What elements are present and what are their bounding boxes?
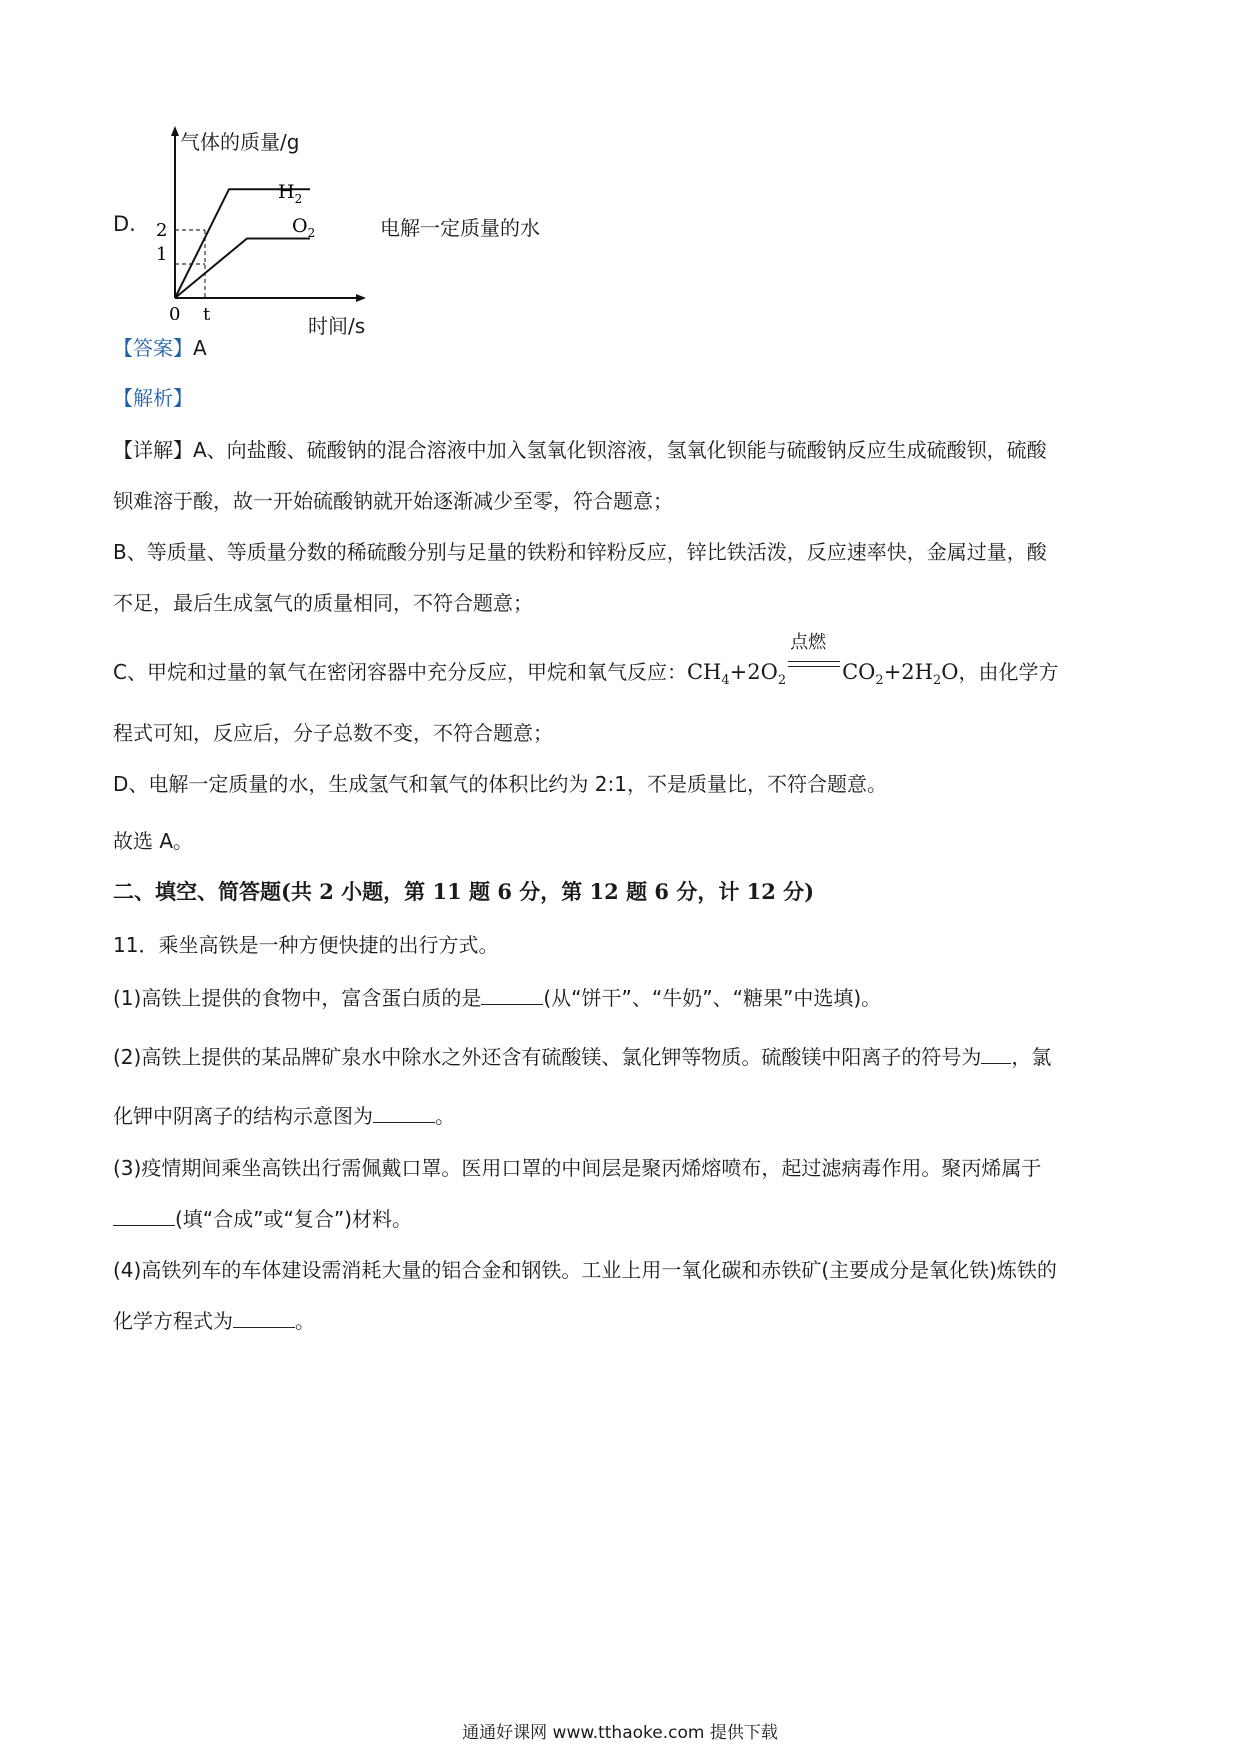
detail-a-text1: A、向盐酸、硫酸钠的混合溶液中加入氢氧化钡溶液，氢氧化钡能与硫酸钠反应生成硫酸钡，硫酸 xyxy=(193,438,1047,462)
q11-blank-2[interactable] xyxy=(981,1045,1011,1064)
conclusion-line: 故选 A。 xyxy=(113,829,194,853)
detail-d-line: D、电解一定质量的水，生成氢气和氧气的体积比约为 2:1，不是质量比，不符合题意。 xyxy=(113,772,887,796)
q11-blank-5[interactable] xyxy=(233,1309,295,1328)
q11-blank-3[interactable] xyxy=(373,1104,435,1123)
electrolysis-chart xyxy=(150,120,380,320)
q11-blank-1[interactable] xyxy=(481,986,543,1005)
q11-part3-line2: (填“合成”或“复合”)材料。 xyxy=(113,1207,412,1231)
q11-part2-line1: (2)高铁上提供的某品牌矿泉水中除水之外还含有硫酸镁、氯化钾等物质。硫酸镁中阳离子的符号为 ，氯 xyxy=(113,1045,1052,1069)
q11-part2-line2: 化钾中阴离子的结构示意图为 。 xyxy=(113,1104,455,1128)
detail-c-line1 xyxy=(113,632,1059,693)
chart-caption: 电解一定质量的水 xyxy=(380,216,540,240)
y-tick-1: 1 xyxy=(156,244,168,265)
combustion-equation: $CH_4+2O_2$ 点燃 $CO_2+2H_2O$ xyxy=(686,632,959,689)
series-h2-label: $H_2$ xyxy=(278,181,303,206)
answer-tag: 【答案】 xyxy=(113,336,193,360)
x-axis-arrow xyxy=(356,294,366,302)
q11-stem: 11．乘坐高铁是一种方便快捷的出行方式。 xyxy=(113,933,499,957)
q11-blank-4[interactable] xyxy=(113,1207,175,1226)
detail-a-line2: 钡难溶于酸，故一开始硫酸钠就开始逐渐减少至零，符合题意； xyxy=(113,489,673,513)
detail-c-suffix: ，由化学方 xyxy=(958,660,1059,684)
q11-part4-line1: (4)高铁列车的车体建设需消耗大量的铝合金和钢铁。工业上用一氧化碳和赤铁矿(主要成分是氧化铁)炼铁的 xyxy=(113,1258,1057,1282)
footer-watermark: 通通好课网 www.tthaoke.com 提供下载 xyxy=(462,1723,778,1743)
detail-b-line1: B、等质量、等质量分数的稀硫酸分别与足量的铁粉和锌粉反应，锌比铁活泼，反应速率快，金属过量，酸 xyxy=(113,540,1047,564)
x-tick-t: t xyxy=(203,304,211,320)
reaction-condition: 点燃 xyxy=(790,632,827,653)
q11-part1: (1)高铁上提供的食物中，富含蛋白质的是 (从“饼干”、“牛奶”、“糖果”中选填)。 xyxy=(113,986,882,1010)
option-d-label: D. xyxy=(113,212,136,236)
y-axis-label: 气体的质量/g xyxy=(180,130,300,154)
x-axis-label: 时间/s xyxy=(308,314,366,338)
o2-line xyxy=(175,239,310,299)
y-axis-arrow xyxy=(171,126,179,136)
origin-label: 0 xyxy=(169,304,181,320)
analysis-line xyxy=(113,386,193,410)
answer-value: A xyxy=(193,336,207,360)
detail-b-line2: 不足，最后生成氢气的质量相同，不符合题意； xyxy=(113,591,533,615)
y-tick-2: 2 xyxy=(156,220,168,241)
q11-part3-line1: (3)疫情期间乘坐高铁出行需佩戴口罩。医用口罩的中间层是聚丙烯熔喷布，起过滤病毒作用。聚丙烯属于 xyxy=(113,1156,1042,1180)
section2-heading: 二、填空、简答题(共 2 小题，第 11 题 6 分，第 12 题 6 分，计 12 分) xyxy=(113,879,815,904)
detail-c-line2: 程式可知，反应后，分子总数不变，不符合题意； xyxy=(113,721,553,745)
analysis-tag: 【解析】 xyxy=(113,386,193,410)
detail-a-line1 xyxy=(113,438,1047,462)
reaction-condition-arrow xyxy=(788,632,840,679)
q11-part4-line2: 化学方程式为 。 xyxy=(113,1309,315,1333)
answer-line xyxy=(113,336,207,360)
detail-c-prefix: C、甲烷和过量的氧气在密闭容器中充分反应，甲烷和氧气反应： xyxy=(113,660,687,684)
detail-tag: 【详解】 xyxy=(113,438,193,462)
series-o2-label: $O_2$ xyxy=(292,215,316,240)
